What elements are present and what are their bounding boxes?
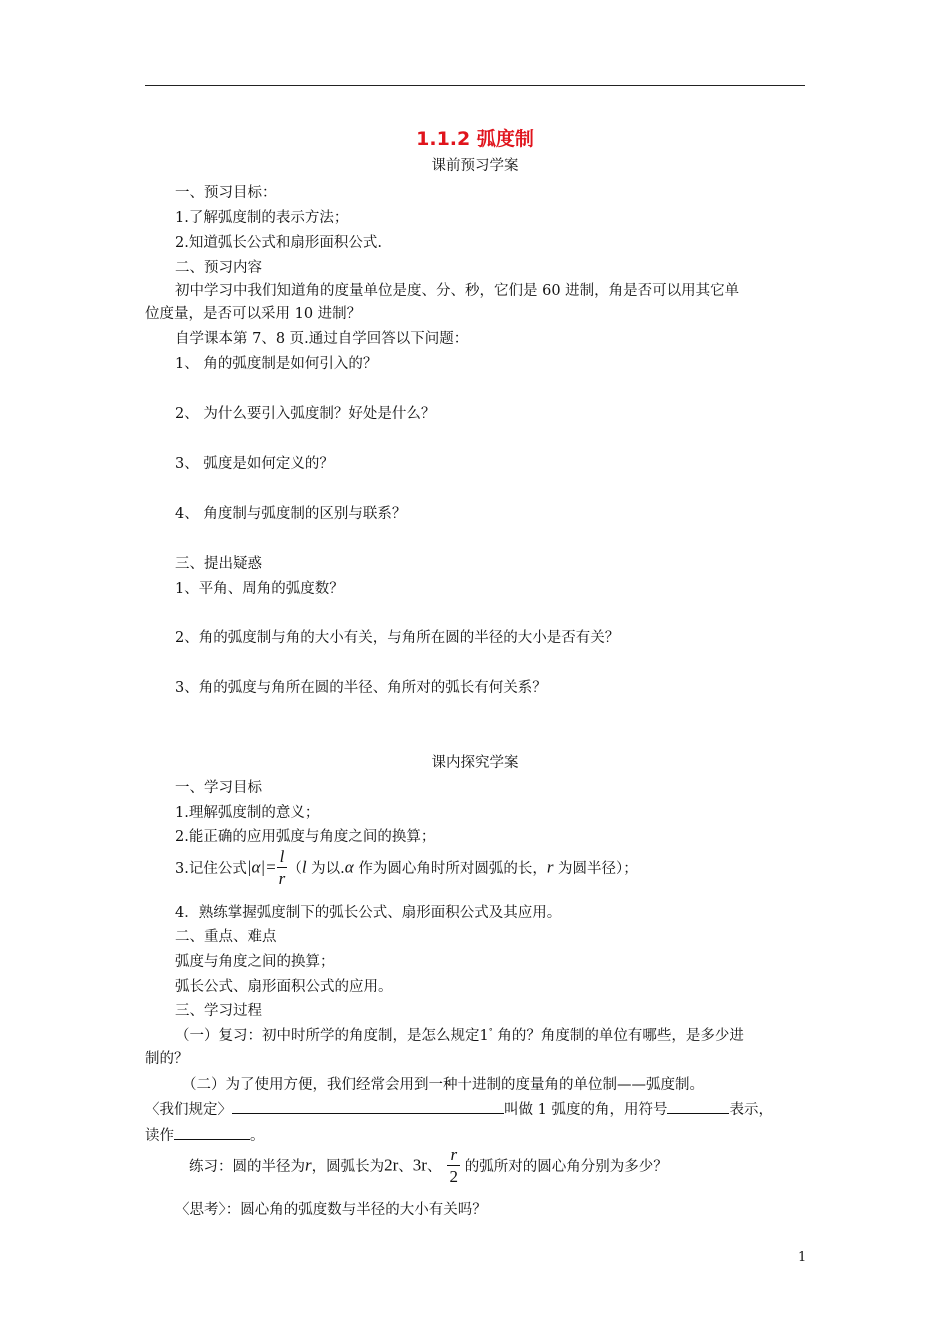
exercise-2r: 2r (384, 1155, 399, 1175)
goal-3-r: r (546, 857, 554, 877)
definition-text-end: 表示， (729, 1102, 773, 1118)
exercise-text-a: 练习：圆的半径为 (189, 1159, 305, 1175)
goal-3-paren-open: （ (287, 861, 302, 877)
read-as-label: 读作 (145, 1128, 174, 1144)
preview-question-1: 1、 角的弧度制是如何引入的？ (175, 356, 378, 372)
fraction-numerator: l (279, 847, 285, 866)
one-degree-number: 1 (479, 1028, 489, 1044)
l-over-r-fraction (277, 848, 288, 887)
inclass-goal-heading: 一、学习目标 (175, 780, 262, 796)
inclass-goal-4: 4．熟练掌握弧度制下的弧长公式、扇形面积公式及其应用。 (175, 905, 562, 921)
preview-question-4: 4、 角度制与弧度制的区别与联系？ (175, 506, 407, 522)
review-line-1 (175, 1024, 744, 1045)
review-text-b: 角的？角度制的单位有哪些，是多少进 (492, 1028, 744, 1044)
definition-blank[interactable] (232, 1101, 504, 1114)
preview-question-2: 2、 为什么要引入弧度制？好处是什么？ (175, 406, 436, 422)
key-point-2: 弧长公式、扇形面积公式的应用。 (175, 979, 393, 995)
definition-label: 〈我们规定〉 (145, 1102, 232, 1118)
review-text-a: （一）复习：初中时所学的角度制，是怎么规定 (175, 1028, 480, 1044)
review-line-2: 制的？ (145, 1051, 189, 1067)
preview-goal-2: 2.知道弧长公式和扇形面积公式. (175, 235, 382, 251)
header-rule (145, 85, 805, 86)
page-number: 1 (798, 1250, 807, 1265)
fraction-denominator: r (278, 869, 286, 888)
doubt-1: 1、平角、周角的弧度数？ (175, 581, 344, 597)
inclass-goal-3 (175, 848, 638, 887)
section-title-inclass: 课内探究学案 (431, 755, 519, 771)
exercise-text-e: 的弧所对的圆心角分别为多少？ (460, 1159, 668, 1175)
preview-selfstudy: 自学课本第 7、8 页.通过自学回答以下问题： (175, 331, 469, 347)
exercise-sep-2: 、 (426, 1159, 442, 1175)
goal-3-l: l (301, 857, 307, 877)
r-over-2-fraction (447, 1146, 460, 1185)
r-over-2-denominator: 2 (449, 1167, 459, 1186)
goal-3-prefix: 3.记住公式 (175, 861, 247, 877)
inclass-goal-1: 1.理解弧度制的意义； (175, 805, 320, 821)
preview-goal-heading: 一、预习目标： (175, 185, 277, 201)
key-point-1: 弧度与角度之间的换算； (175, 954, 335, 970)
read-as-line (145, 1124, 265, 1145)
preview-intro-line-2: 位度量，是否可以采用 10 进制？ (145, 306, 362, 322)
read-as-blank[interactable] (174, 1127, 250, 1140)
preview-question-3: 3、 弧度是如何定义的？ (175, 456, 334, 472)
goal-3-text-d: 为圆半径）； (553, 861, 638, 877)
document-title: 1.1.2 弧度制 (416, 128, 534, 150)
doubt-2: 2、角的弧度制与角的大小有关，与角所在圆的半径的大小是否有关？ (175, 630, 620, 646)
goal-3-alpha: α (344, 857, 354, 877)
definition-line (145, 1098, 773, 1119)
definition-text: 叫做 1 弧度的角，用符号 (504, 1102, 668, 1118)
preview-intro-line-1: 初中学习中我们知道角的度量单位是度、分、秒，它们是 60 进制，角是否可以用其它单 (175, 283, 740, 299)
read-as-end: 。 (250, 1128, 265, 1144)
degree-symbol: ° (488, 1027, 493, 1036)
goal-3-text-c: 作为圆心角时所对圆弧的长， (353, 861, 547, 877)
one-degree (480, 1028, 493, 1044)
think-question: 〈思考〉：圆心角的弧度数与半径的大小有关吗？ (175, 1202, 487, 1218)
alpha-abs-formula: |α|= (246, 857, 277, 877)
symbol-blank[interactable] (667, 1101, 729, 1114)
preview-goal-1: 1.了解弧度制的表示方法； (175, 210, 349, 226)
doubt-heading: 三、提出疑惑 (175, 556, 262, 572)
exercise-r: r (305, 1155, 312, 1175)
exercise-3r: 3r (412, 1155, 427, 1175)
inclass-goal-2: 2.能正确的应用弧度与角度之间的换算； (175, 829, 436, 845)
doubt-3: 3、角的弧度与角所在圆的半径、角所对的弧长有何关系？ (175, 680, 547, 696)
key-heading: 二、重点、难点 (175, 929, 277, 945)
process-heading: 三、学习过程 (175, 1003, 262, 1019)
section-title-preview: 课前预习学案 (431, 158, 519, 174)
preview-content-heading: 二、预习内容 (175, 260, 262, 276)
exercise-sep-1: 、 (398, 1159, 413, 1175)
goal-3-text-b: 为以. (306, 861, 345, 877)
exercise-text-b: ，圆弧长为 (311, 1159, 385, 1175)
radian-intro: （二）为了使用方便，我们经常会用到一种十进制的度量角的单位制——弧度制。 (182, 1077, 704, 1093)
r-over-2-numerator: r (450, 1145, 458, 1164)
exercise-line (189, 1146, 668, 1185)
